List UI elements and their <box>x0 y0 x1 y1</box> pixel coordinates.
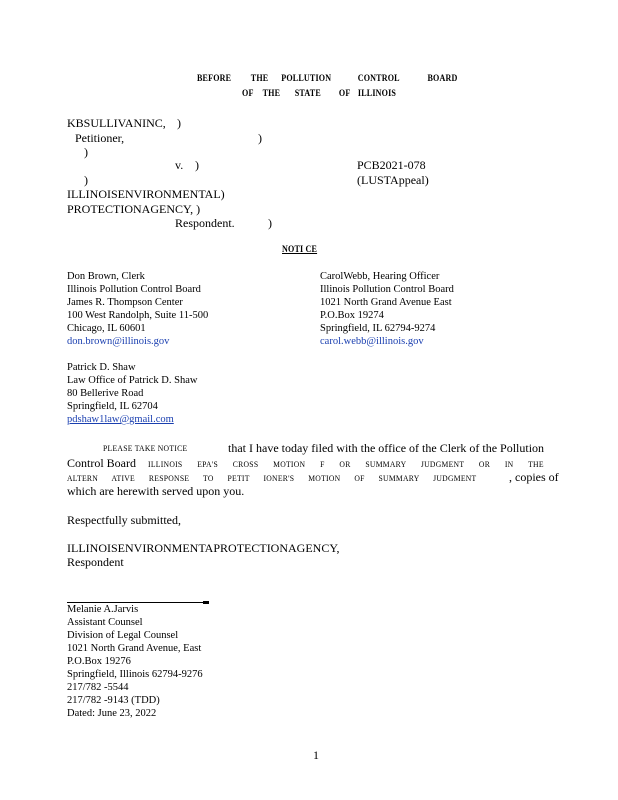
petitioner-name: KBSULLIVANINC, <box>67 116 166 130</box>
caption-word: OF <box>338 89 351 99</box>
body-text: that I have today filed with the office of the Clerk of the Pollution <box>228 441 545 455</box>
signer-name: Melanie A.Jarvis <box>67 604 139 615</box>
signer-address: Springfield, Illinois 62794-9276 <box>67 669 203 680</box>
respondent-name-line-2: PROTECTIONAGENCY, ) <box>67 202 201 216</box>
recipient-email-link[interactable]: carol.webb@illinois.gov <box>320 336 424 347</box>
recipient-org: Illinois Pollution Control Board <box>67 284 201 295</box>
recipient-address: Springfield, IL 62704 <box>67 401 158 412</box>
respondent-role: Respondent. <box>175 216 235 230</box>
caption-word: THE <box>262 89 281 99</box>
paren-mark: ) <box>177 116 181 130</box>
recipient-address: Chicago, IL 60601 <box>67 323 146 334</box>
signer-address: 1021 North Grand Avenue, East <box>67 643 202 654</box>
date-line: Dated: June 23, 2022 <box>67 708 157 719</box>
recipient-address: Springfield, IL 62794-9274 <box>320 323 436 334</box>
page-number: 1 <box>313 748 319 762</box>
caption-word: CONTROL <box>357 74 400 84</box>
recipient-address: 80 Bellerive Road <box>67 388 144 399</box>
caption-word: POLLUTION <box>281 74 332 84</box>
filing-title-line-2: ALTERN ATIVE RESPONSE TO PETIT IONER'S MOTION OF SUMMARY JUDGMENT <box>67 473 477 483</box>
caption-word: STATE <box>294 89 321 99</box>
recipient-email-link[interactable]: pdshaw1law@gmail.com <box>67 414 174 425</box>
recipient-address: James R. Thompson Center <box>67 297 183 308</box>
signer-address: P.O.Box 19276 <box>67 656 131 667</box>
signature-line <box>67 602 207 603</box>
versus-label: v. <box>175 158 184 172</box>
petitioner-role: Petitioner, <box>75 131 125 145</box>
notice-title: NOTI CE <box>282 245 318 255</box>
paren-mark: ) <box>268 216 272 230</box>
caption-line-1 <box>197 74 457 84</box>
agency-name: ILLINOISENVIRONMENTAPROTECTIONAGENCY, <box>67 541 340 555</box>
caption-line-2 <box>242 89 396 99</box>
recipient-name: Don Brown, Clerk <box>67 271 145 282</box>
body-text: Control Board <box>67 456 136 470</box>
paren-mark: ) <box>84 145 88 159</box>
caption-word: OF <box>242 89 254 99</box>
recipient-name: CarolWebb, Hearing Officer <box>320 271 440 282</box>
recipient-address: 100 West Randolph, Suite 11-500 <box>67 310 209 321</box>
filing-title-line-1: ILLINOIS EPA'S CROSS MOTION F OR SUMMARY JUDGMENT OR IN THE <box>148 459 544 469</box>
body-text: , copies of <box>509 470 559 484</box>
signer-division: Division of Legal Counsel <box>67 630 179 641</box>
signer-phone: 217/782 -5544 <box>67 682 129 693</box>
signer-tdd: 217/782 -9143 (TDD) <box>67 695 160 706</box>
recipient-email-link[interactable]: don.brown@illinois.gov <box>67 336 170 347</box>
closing: Respectfully submitted, <box>67 513 181 527</box>
recipient-name: Patrick D. Shaw <box>67 362 136 373</box>
caption-word: ILLINOIS <box>357 89 397 99</box>
caption-word: BOARD <box>427 74 458 84</box>
caption-word: THE <box>250 74 269 84</box>
body-text: which are herewith served upon you. <box>67 484 245 498</box>
recipient-org: Law Office of Patrick D. Shaw <box>67 375 198 386</box>
case-type: (LUSTAppeal) <box>357 173 429 187</box>
paren-mark: ) <box>84 173 88 187</box>
recipient-address: 1021 North Grand Avenue East <box>320 297 452 308</box>
please-take-notice: PLEASE TAKE NOTICE <box>103 443 188 453</box>
caption-word: BEFORE <box>197 74 232 84</box>
agency-role: Respondent <box>67 555 124 569</box>
paren-mark: ) <box>195 158 199 172</box>
paren-mark: ) <box>258 131 262 145</box>
recipient-org: Illinois Pollution Control Board <box>320 284 454 295</box>
signer-title: Assistant Counsel <box>67 617 143 628</box>
recipient-address: P.O.Box 19274 <box>320 310 384 321</box>
respondent-name-line-1: ILLINOISENVIRONMENTAL) <box>67 187 225 201</box>
case-number: PCB2021-078 <box>357 158 426 172</box>
